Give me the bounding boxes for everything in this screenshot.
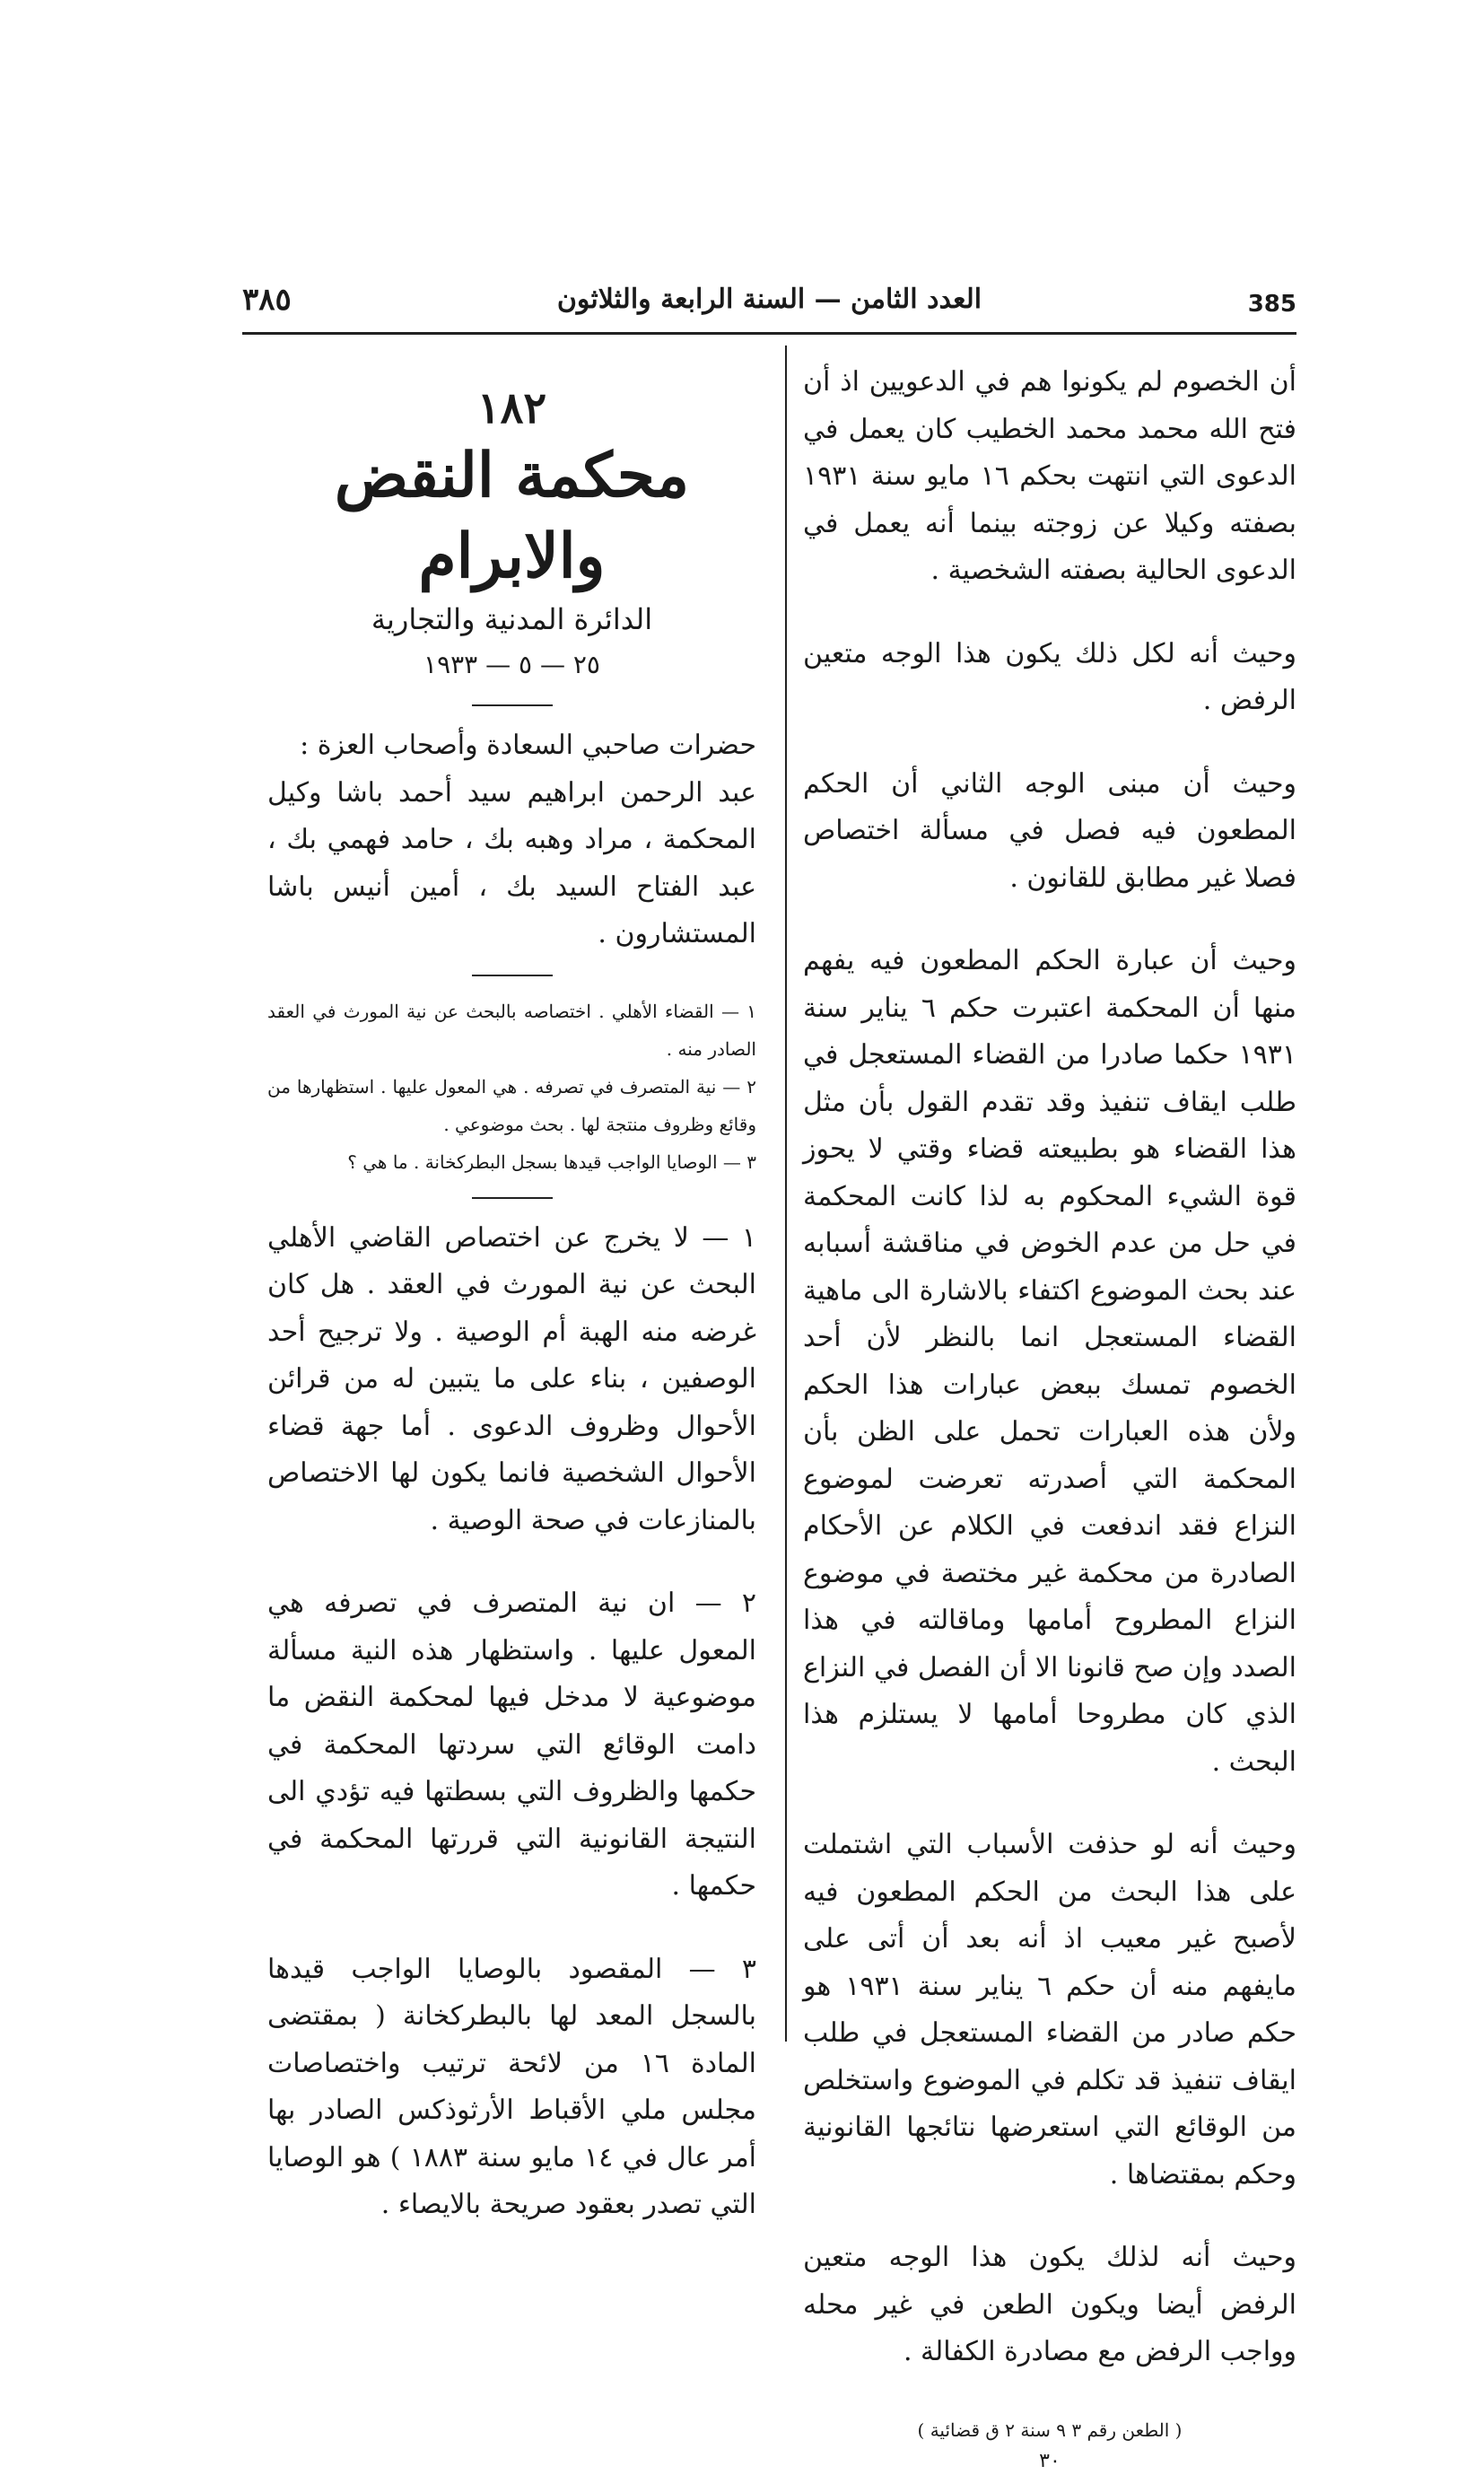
headnote: ١ — القضاء الأهلي . اختصاصه بالبحث عن نية المورث في العقد الصادر منه . <box>267 1000 756 1060</box>
paragraph: أن الخصوم لم يكونوا هم في الدعويين اذ أن فتح الله محمد محمد الخطيب كان يعمل في الدعوى التي انتهت بحكم ١٦ مايو سنة ١٩٣١ بصفته وكيلا عن زوجته بينما أنه يعمل في الدعوى الحالية بصفته الشخصية . <box>803 366 1296 586</box>
case-date: ٢٥ — ٥ — ١٩٣٣ <box>423 650 600 679</box>
headnote: ٣ — الوصايا الواجب قيدها بسجل البطركخانة . ما هي ؟ <box>347 1150 756 1173</box>
circuit-name: الدائرة المدنية والتجارية <box>371 602 653 636</box>
page-number-arabic: ٣٨٥ <box>242 282 292 318</box>
court-name: محكمة النقض والابرام <box>334 440 690 592</box>
principle-paragraph: ١ — لا يخرج عن اختصاص القاضي الأهلي البحث عن نية المورث في العقد . هل كان غرضه منه الهبة أم الوصية . ولا ترجيح أحد الوصفين ، بناء على ما يتبين له من قرائن الأحوال وظروف الدعوى . أما جهة قضاء الأحوال الشخصية فانما يكون لها الاختصاص بالمنازعات في صحة الوصية . <box>267 1221 756 1536</box>
paragraph: وحيث أنه لذلك يكون هذا الوجه متعين الرفض أيضا ويكون الطعن في غير محله وواجب الرفض مع مصادرة الكفالة . <box>803 2242 1296 2367</box>
paragraph: وحيث أن مبنى الوجه الثاني أن الحكم المطعون فيه فصل في مسألة اختصاص فصلا غير مطابق للقانون . <box>803 767 1296 894</box>
page-number-latin: 385 <box>1247 291 1296 318</box>
bench-intro: حضرات صاحبي السعادة وأصحاب العزة : <box>300 730 756 761</box>
paragraph: وحيث أن عبارة الحكم المطعون فيه يفهم منها أن المحكمة اعتبرت حكم ٦ يناير سنة ١٩٣١ حكما صادرا من القضاء المستعجل في طلب ايقاف تنفيذ وقد تقدم القول بأن مثل هذا القضاء هو بطبيعته قضاء وقتي لا يحوز قوة الشيء المحكوم به لذا كانت المحكمة في حل من عدم الخوض في مناقشة أسبابه عند بحث الموضوع اكتفاء بالاشارة الى ماهية القضاء المستعجل انما بالنظر لأن أحد الخصوم تمسك ببعض عبارات هذا الحكم ولأن هذه العبارات تحمل على الظن بأن المحكمة التي أصدرته تعرضت لموضوع النزاع فقد اندفعت في الكلام عن الأحكام الصادرة من محكمة غير مختصة في موضوع النزاع المطروح أمامها وماقالته في هذا الصدد وإن صح قانونا الا أن الفصل في النزاع الذي كان مطروحا أمامها لا يستلزم هذا البحث . <box>803 945 1297 1778</box>
case-number: ١٨٢ <box>476 383 547 433</box>
principle-paragraph: ٣ — المقصود بالوصايا الواجب قيدها بالسجل المعد لها بالبطركخانة ( بمقتضى المادة ١٦ من لائحة ترتيب واختصاصات مجلس ملي الأقباط الأرثوذكس الصادر بها أمر عال في ١٤ مايو سنة ١٨٨٣ ) هو الوصايا التي تصدر بعقود صريحة بالايصاء . <box>267 1953 756 2220</box>
bench-names: عبد الرحمن ابراهيم سيد أحمد باشا وكيل المحكمة ، مراد وهبه بك ، حامد فهمي بك ، عبد الفتاح السيد بك ، أمين أنيس باشا المستشارون . <box>267 776 756 949</box>
issue-title: العدد الثامن — السنة الرابعة والثلاثون <box>556 284 982 315</box>
case-reference-note: ( الطعن رقم ٣ ٩ سنة ٢ ق قضائية ) <box>917 2418 1183 2441</box>
column-divider <box>785 345 787 2042</box>
right-column <box>803 359 1296 2475</box>
page-header <box>242 269 1296 335</box>
separator-rule <box>472 975 553 976</box>
left-column <box>267 381 756 2229</box>
paragraph: وحيث أنه لو حذفت الأسباب التي اشتملت على هذا البحث من الحكم المطعون فيه لأصبح غير معيب اذ أنه بعد أن أتى على مايفهم منه أن حكم ٦ يناير سنة ١٩٣١ هو حكم صادر من القضاء المستعجل في طلب ايقاف تنفيذ قد تكلم في الموضوع واستخلص من الوقائع التي استعرضها نتائجها القانونية وحكم بمقتضاها . <box>803 1829 1296 2191</box>
separator-rule <box>472 1197 553 1199</box>
footnote-mark: ٣٠ <box>1039 2449 1061 2472</box>
paragraph: وحيث أنه لكل ذلك يكون هذا الوجه متعين الرفض . <box>803 637 1296 716</box>
headnote: ٢ — نية المتصرف في تصرفه . هي المعول عليها . استظهارها من وقائع وظروف منتجة لها . بحث موضوعي . <box>267 1075 756 1135</box>
principle-paragraph: ٢ — ان نية المتصرف في تصرفه هي المعول عليها . واستظهار هذه النية مسألة موضوعية لا مدخل فيها لمحكمة النقض ما دامت الوقائع التي سردتها المحكمة في حكمها والظروف التي بسطتها فيه تؤدي الى النتيجة القانونية التي قررتها المحكمة في حكمها . <box>267 1587 756 1902</box>
separator-rule <box>472 704 553 706</box>
